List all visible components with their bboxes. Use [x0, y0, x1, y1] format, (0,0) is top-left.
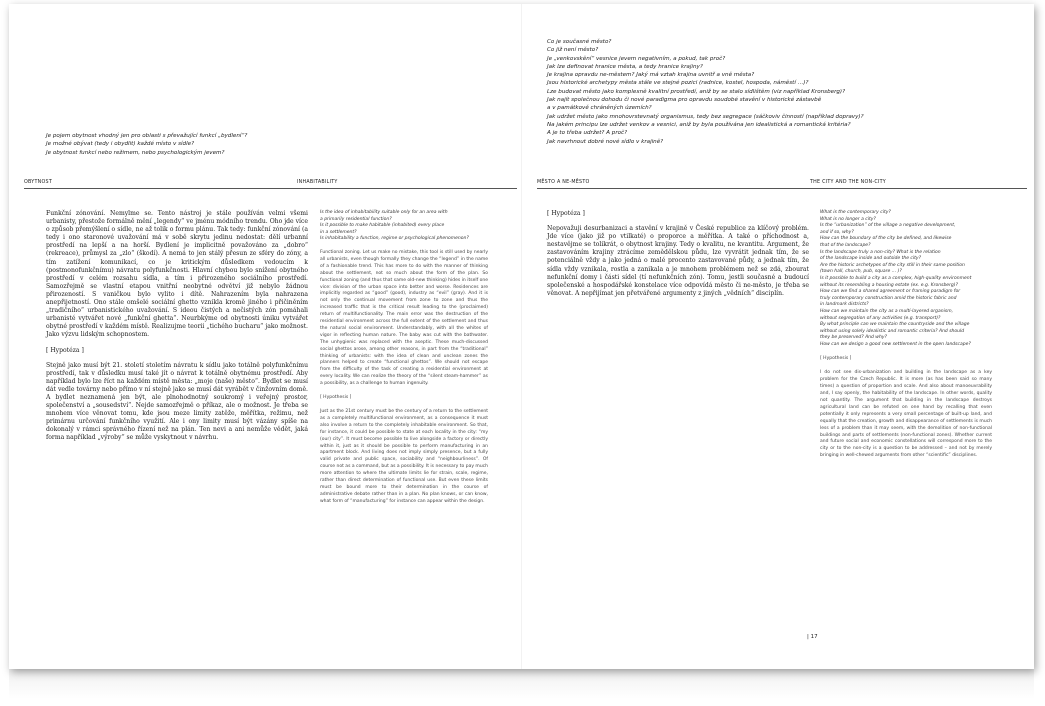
question-line: A je to třeba udržet? A proč?: [547, 130, 628, 137]
question-line: How can we maintain the city as a multi-layered organism,: [820, 308, 954, 314]
right-column-cz: [547, 210, 809, 305]
question-line: and if so, why?: [820, 229, 854, 235]
body-paragraph: Funkční zónování. Nemylme se. Tento nástroj je stále používán velmi všemi urbanisty, přestože formálně mění „legendy“ ve jménu módního trendu. Oho jde více o způsob přemýšlení o sídle, ne až tolik o formu plánu. Tak tedy: funkční zónování (a tedy i ono staronové uvažování má v sobě skrytu jedinu nedostat: dělí urbanní prostředí na lepší a na horší. Bydlení je implicitně považováno za „dobro“ (rekreace), průmysl za „zlo“ (škodí). A nemá to jen stálý přesun ze sféry do zóny, a tím zatížení komunikací, co je kritickým důsledkem vedoucím k (postmonofunkčnímu) návratu polyfunkčnosti. Hlavní chybou bylo snížení obytného prostředí v celém rozsahu sídla, a tím i přirozeného sociálního prostředí. Samozřejmě se vlastní etapou vnitřní neobytné odvětví již nebylo žádnou přirozeností. S vaničkou bylo vylito i dítě. Nahrazením byla nahrazena anepřijetností. Ono stále omšelé sociální ghetto vznikla kromě jiného i přičiněním „tradičního“ urbanistického uvažování. S ideou čistých a nečistých zón pomáhali urbanisté vytvářet nové „funkční ghetta“. Neurbkýme od obytnosti úniku vytvářet obytné prostředí v každém místě. Realizujme teorii „tichého bucharu“ jako možnost. Jako výzvu lidským schopnostem.: [46, 210, 308, 339]
question-line: they be preserved? And why?: [820, 335, 887, 341]
question-line: Jak najít společnou dohodu či nové paradigma pro opravdu soudobé stavění v historické zástavbě: [547, 97, 822, 104]
question-line: (town hall, church, pub, square … )?: [820, 269, 902, 275]
question-line: Jak navrhnout dobré nové sídlo v krajině?: [547, 138, 664, 145]
en-questions: [820, 210, 992, 348]
section-label-en: INHABITABILITY: [297, 180, 338, 185]
question-line: Is it possible to build a city as a complex, high-quality environment: [820, 275, 972, 281]
question-line: Je krajina opravdu ne-městem? Jaký má vztah krajina uvnitř a vně města?: [547, 72, 755, 79]
right-column-en: [820, 210, 992, 467]
left-column-en: [320, 210, 488, 513]
body-paragraph: Functional zoning. Let us make no mistake, this tool is still used by nearly all urbanists, even though formally they change the “legend” in the name of a fashionable trend. This has more to do with the manner of thinking about the settlement, not so much about the form of the plan. So functional zoning (and thus that same old-new thinking) hides in itself one vice: division of the urban space into better and worse. Residences are implicitly regarded as “good” (good), industry as “evil” (gray). And it is not only the continual movement from zone to zone and thus the increased traffic that is the critical result leading to the (proclaimed) return of multifunctionality. The main error was the destruction of the residential environment across the full extent of the settlement and thus the natural social environment. Understandably, with all the whites of vigor in reflecting human nature. The baby was cut with the bathwater. The unhygienic was replaced with the aseptic. These much-discussed social ghettos arose, among other reasons, in part from the “traditional” thinking of urbanists: with the idea of clean and unclean zones the planners helped to create “functional ghettos”. We should not escape from the difficulty of the task of creating a residential environment at every locality. We can realize the theory of the “silent steam-hammer” as a possibility, as a challenge to human ingenuity.: [320, 249, 488, 387]
section-label-en: THE CITY AND THE NON-CITY: [810, 180, 886, 185]
question-line: Na jakém principu lze udržet venkov a vesnici, aniž by byla používána jen idealistická a romantická kritéria?: [547, 121, 851, 128]
left-questions-cz: [46, 132, 247, 157]
section-label-cz: MĚSTO A NE-MĚSTO: [537, 180, 590, 185]
question-line: Jak lze definovat hranice města, a tedy hranice krajiny?: [547, 63, 703, 70]
body-paragraph: Just as the 21st century must be the century of a return to the settlement as a completely multifunctional environment, as a consequence it must also involve a return to the completely inhabitable environment. So that, for instance, it could be possible to state at each locality in the city: “my (our) city”. It must become possible to live alongside a factory or directly within it, just as it should be possible to perform manufacturing in an apartment block. And living does not imply simply presence, but a fully valid private and public space, sociability and “neighbourliness”. Of course not as a command, but as a possibility. It is necessary to pay much more attention to where the ultimate limits lie for strain, scale, regime, rather than direct determination of functional use. But even these limits must be bound more to their determination in the course of administrative debate rather than in a plan. No plan knows, or can know, what form of “manufacturing” for instance can appear within the design.: [320, 409, 488, 504]
book-spread: [9, 4, 1034, 669]
question-line: Co již není město?: [547, 47, 599, 54]
question-line: Je „venkovskění“ vesnice jevem negativním, a pokud, tak proč?: [547, 55, 726, 62]
left-page: [9, 4, 521, 669]
question-line: without using solely idealistic and romantic criteria? And should: [820, 328, 965, 334]
question-line: Je obytnost funkcí nebo režimem, nebo psychologickým jevem?: [46, 149, 225, 156]
question-line: Je možné obývat (tedy i obydlit) každé místo v sídle?: [46, 141, 195, 148]
question-line: How can we find a shared agreement or framing paradigm for: [820, 289, 961, 295]
question-line: Is it possible to make habitable (inhabited) every place: [320, 223, 445, 229]
question-line: Are the historic archetypes of the city still in their same position: [820, 262, 965, 268]
question-line: Is inhabitability a function, regime or psychological phenomenon?: [320, 236, 469, 242]
hypothesis-label: [ Hypothesis ]: [320, 395, 352, 401]
question-line: Is the landscape truly a non-city? What is the relation: [820, 249, 941, 255]
question-line: without segregation of any activities (e.g. transport)?: [820, 315, 941, 321]
question-line: in a settlement?: [320, 229, 357, 235]
hypothesis-label: [ Hypotéza ]: [547, 210, 585, 217]
question-line: a v památkově chráněných územích?: [547, 105, 652, 112]
section-rule: [537, 188, 1027, 189]
right-questions-cz: [547, 38, 864, 146]
question-line: Is the “urbanization” of the village a negative development,: [820, 223, 956, 229]
question-line: Is the idea of inhabitability suitable only for an area with: [320, 210, 448, 215]
left-column-cz: [46, 210, 308, 450]
question-line: Lze budovat město jako komplexně kvalitní prostředí, aniž by se stalo sídlištěm (viz například Kronsberg)?: [547, 88, 846, 95]
body-paragraph: I do not see dis-urbanization and building in the landscape as a key problem for the Czech Republic. It is more (as has been said so many times) a question of proportion and scale. And also about manoeuvrability and, I say openly, the habitability of the landscape. In other words, quality not quantity. The argument that building in the landscape destroys agricultural land can be refuted on one hand by recalling that even potentially it only represents a very small percentage of built-up land, and equally that the creation, growth and disappearance of settlements is much less of a problem than it may seem, with the demolition of non-functional buildings and parts of settlements (non-functional zones). Whether current and future social and economic constellations will correspond more to the city or to the non-city is a question to be addressed – and not by merely bringing in well-chewed arguments from other “scientific” disciplines.: [820, 370, 992, 459]
question-line: truly contemporary construction amid the historic fabric and: [820, 295, 957, 301]
question-line: By what principle can we maintain the countryside and the village: [820, 322, 970, 328]
question-line: in landmark districts?: [820, 302, 869, 308]
question-line: How can the boundary of the city be defined, and likewise: [820, 236, 952, 242]
question-line: without its resembling a housing estate (ex. e.g. Kronsberg)?: [820, 282, 958, 288]
page-number: | 17: [807, 634, 818, 640]
section-rule: [24, 188, 517, 189]
question-line: Co je současné město?: [547, 39, 612, 45]
question-line: of the landscape inside and outside the city?: [820, 256, 921, 262]
hypothesis-label: [ Hypothesis ]: [820, 356, 852, 362]
body-paragraph: Nepovažuji desurbanizaci a stavění v krajině v České republice za klíčový problém. Jde více (jako již po vtilkaté) o proporce a měřítka. A také o příchodnost a, nestavějme se tolikrát, o obytnost krajiny. Tedy o kvalitu, ne kvantitu. Argument, že zastavováním krajiny ztrácíme zemědělskou půdu, lze vyvrátit jednak tím, že se potenciálně vždy a jako jedná o malé procento zastavované půdy, a jednak tím, že sídla vždy vznikala, rostla a zanikala a je mnohem problémem než se zdá, zbourat nefunkční domy i části sídel (tí nefunkčních zón). Tomu, jestli současné a budoucí společenské a hospodářské konstelace více odpovídá město či ne-město, je třeba se věnovat. A nepřijímat jen přetvářené argumenty z jiných „vědních“ disciplín.: [547, 225, 809, 297]
question-line: Jak udržet město jako mnohovrstevnatý organismus, tedy bez segregace (sáčkoviv činností (například dopravy)?: [547, 113, 864, 120]
hypothesis-label: [ Hypotéza ]: [46, 346, 84, 354]
question-line: How can we design a good new settlement in the open landscape?: [820, 341, 971, 347]
body-paragraph: Stejně jako musí být 21. století stoletím návratu k sídlu jako totálně polyfunkčnímu prostředí, tak v důsledku musí také jít o návrat k totálně obytnému prostředí. Aby například bylo lze říct na každém místě města: „moje (naše) město“. Bydlet se musí dát vedle továrny nebo přímo v ní stejně jako se musí dát vyrábět v činžovním domě. A bydlet neznamená jen být, ale plnohodnotný soukromý i veřejný prostor, společenství a „sousedství“. Nejde samozřejmě o příkaz, ale o možnost. Je třeba se mnohem více věnovat tomu, kde jsou meze limity zatěže, měřítka, režimu, než primárnu určování funkčního využití. Ale i ony limity musí být vázány spíše na dokonalý v rámci správného řízení než na plán. Ten nevi a ani nemůže vědět, jaká forma například „výroby“ se může vyskytnout v návrhu.: [46, 361, 308, 442]
question-line: Je pojem obytnost vhodný jen pro oblasti s převažující funkcí „bydlení“?: [46, 133, 248, 139]
question-line: a primarily residential function?: [320, 216, 392, 222]
right-page: [521, 4, 1034, 669]
question-line: What is no longer a city?: [820, 216, 876, 222]
en-questions: [320, 210, 488, 243]
question-line: that of the landscape?: [820, 242, 871, 248]
question-line: What is the contemporary city?: [820, 210, 891, 215]
question-line: Jsou historické archetypy města stále ve stejné pozici (radnice, kostel, hospoda, náměstí …)?: [547, 80, 809, 87]
section-label-cz: OBYTNOST: [24, 180, 53, 185]
